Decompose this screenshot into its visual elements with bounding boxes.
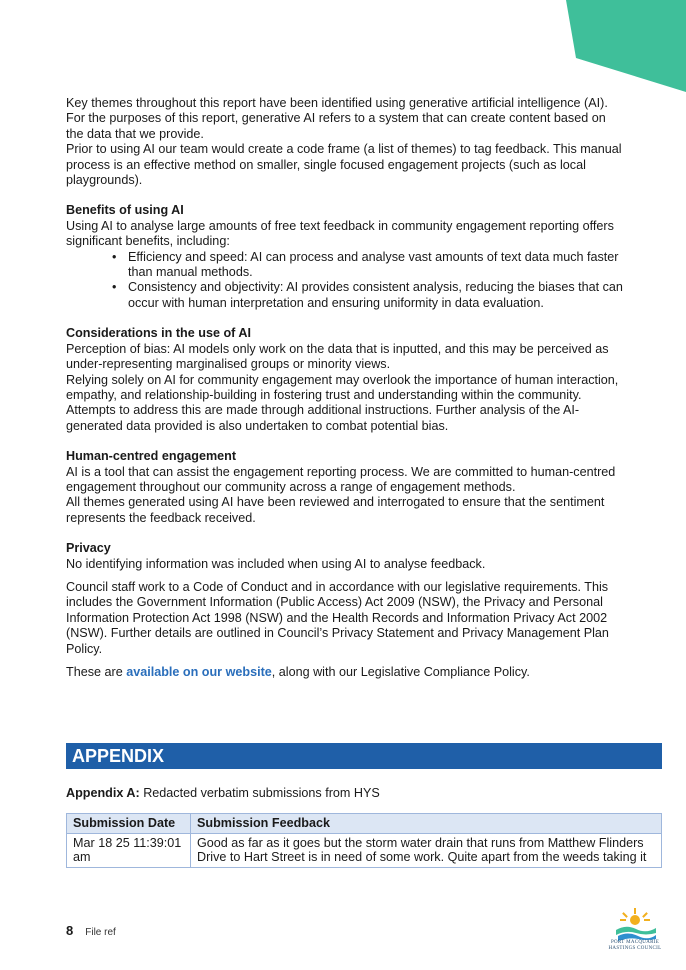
considerations-heading: Considerations in the use of AI: [66, 326, 251, 341]
page-number: 8: [66, 923, 74, 938]
human-centred-heading: Human-centred engagement: [66, 449, 237, 464]
privacy-heading: Privacy: [66, 541, 111, 556]
benefit-item: • Consistency and objectivity: AI provides consistent analysis, reducing the biases that can occur with human interpretation and ensuring uniformity in data evaluation.: [66, 280, 626, 311]
page-footer: [66, 923, 116, 940]
body-content: [66, 96, 626, 680]
privacy-paragraph-3: These are available on our website, along with our Legislative Compliance Policy.: [66, 665, 530, 679]
human-centred-paragraph-2: All themes generated using AI have been reviewed and interrogated to ensure that the sentiment represents the feedback received.: [66, 495, 605, 525]
file-ref: File ref: [85, 927, 116, 938]
submission-date: Mar 18 25 11:39:01 am: [73, 835, 182, 864]
appendix-a-caption: Appendix A: Redacted verbatim submissions from HYS: [66, 786, 380, 800]
appendix-title: APPENDIX: [66, 743, 662, 769]
corner-decoration: [566, 0, 686, 92]
submission-feedback: Good as far as it goes but the storm water drain that runs from Matthew Flinders Drive to Hart Street is in need of some work. Quite apart from the weeds taking it: [197, 835, 647, 864]
table-header-row: [67, 814, 662, 834]
intro-paragraph-2: Prior to using AI our team would create a code frame (a list of themes) to tag feedback. This manual process is an effective method on smaller, single focused engagement projects (such as local playgrounds).: [66, 142, 622, 188]
privacy-paragraph-1: No identifying information was included when using AI to analyse feedback.: [66, 556, 486, 571]
column-header-date: Submission Date: [67, 814, 191, 834]
website-link[interactable]: available on our website: [126, 665, 272, 679]
benefit-item: • Efficiency and speed: AI can process and analyse vast amounts of text data much faster than manual methods.: [66, 250, 626, 281]
table-row: [67, 833, 662, 867]
considerations-paragraph-1: Perception of bias: AI models only work on the data that is inputted, and this may be perceived as under-representing marginalised groups or minority views.: [66, 341, 609, 372]
human-centred-paragraph-1: AI is a tool that can assist the engagement reporting process. We are committed to human-centred engagement throughout our community across a range of engagement methods.: [66, 464, 616, 494]
submissions-table: [66, 813, 662, 868]
considerations-paragraph-3: Attempts to address this are made through additional instructions. Further analysis of the AI-generated data provided is also undertaken to combat potential bias.: [66, 403, 580, 433]
privacy-paragraph-2: Council staff work to a Code of Conduct and in accordance with our legislative requirements. This includes the Government Information (Public Access) Act 2009 (NSW), the Privacy and Personal Information Protection Act 1998 (NSW) and the Health Records and Information Privacy Act 2002 (NSW). Further details are outlined in Council’s Privacy Statement and Privacy Management Plan Policy.: [66, 579, 609, 656]
benefits-list: [66, 250, 626, 312]
considerations-paragraph-2: Relying solely on AI for community engagement may overlook the importance of human interaction, empathy, and relationship-building in fostering trust and understanding within the community.: [66, 372, 619, 402]
benefits-heading: Benefits of using AI: [66, 203, 184, 218]
council-logo-text: PORT MACQUARIE HASTINGS COUNCIL: [608, 940, 662, 951]
intro-paragraph-1: Key themes throughout this report have been identified using generative artificial intelligence (AI). For the purposes of this report, generative AI refers to a system that can create content based on the data that we provide.: [66, 96, 608, 141]
benefits-intro: Using AI to analyse large amounts of free text feedback in community engagement reporting offers significant benefits, including:: [66, 218, 614, 249]
column-header-feedback: Submission Feedback: [191, 814, 662, 834]
